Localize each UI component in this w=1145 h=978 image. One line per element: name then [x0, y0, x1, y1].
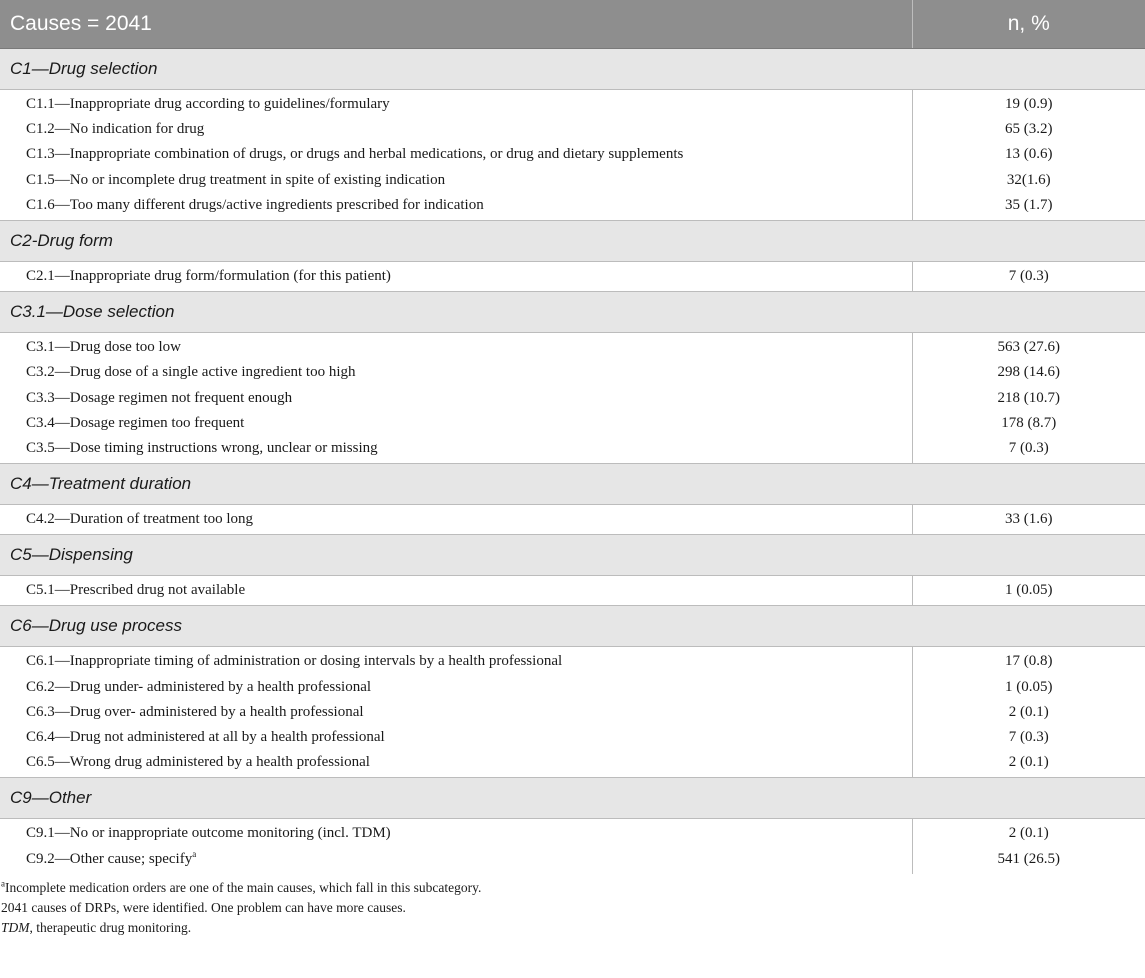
cause-item [26, 507, 912, 532]
cause-value: 35 (1.7) [1005, 196, 1053, 213]
cause-item [26, 335, 912, 360]
category-title: C6—Drug use process [0, 606, 1145, 647]
category-items-row [0, 576, 1145, 606]
category-row [0, 292, 1145, 333]
cause-value: 1 (0.05) [1005, 582, 1053, 599]
category-title: C9—Other [0, 778, 1145, 819]
cause-value: 541 (26.5) [997, 850, 1060, 867]
cause-item [26, 649, 912, 674]
cause-item [26, 847, 912, 872]
cause-text: C1.1—Inappropriate drug according to guidelines/formulary [26, 96, 390, 112]
cause-value: 17 (0.8) [1005, 653, 1053, 670]
cause-text: C1.2—No indication for drug [26, 121, 205, 138]
category-items-row [0, 819, 1145, 874]
value-list [912, 576, 1145, 606]
cause-text: C6.2—Drug under- administered by a health professional [26, 678, 372, 695]
category-title: C3.1—Dose selection [0, 292, 1145, 333]
category-items-row [0, 647, 1145, 778]
cause-value: 298 (14.6) [997, 364, 1060, 381]
footnote-a-mark: a [1, 878, 5, 889]
cause-text: C2.1—Inappropriate drug form/formulation (for this patient) [26, 267, 391, 284]
cause-text: C6.5—Wrong drug administered by a health professional [26, 754, 370, 771]
cause-list [0, 647, 912, 778]
category-title: C1—Drug selection [0, 49, 1145, 90]
cause-item [26, 821, 912, 846]
value-list [912, 505, 1145, 535]
cause-value: 1 (0.05) [1005, 678, 1053, 695]
cause-value: 2 (0.1) [1008, 754, 1049, 771]
category-row [0, 49, 1145, 90]
cause-text: C6.3—Drug over- administered by a health professional [26, 703, 364, 720]
cause-text: C9.1—No or inappropriate outcome monitoring (incl. TDM) [26, 825, 391, 842]
cause-item [26, 168, 912, 193]
cause-item [26, 750, 912, 775]
cause-text: C9.2—Other cause; specify [26, 850, 193, 867]
cause-list [0, 576, 912, 606]
category-title: C4—Treatment duration [0, 464, 1145, 505]
value-list [912, 647, 1145, 778]
cause-value: 65 (3.2) [1005, 121, 1053, 138]
cause-text: C3.5—Dose timing instructions wrong, unclear or missing [26, 439, 378, 456]
cause-text: C5.1—Prescribed drug not available [26, 582, 246, 599]
cause-item [26, 142, 912, 167]
cause-value: 32(1.6) [1006, 171, 1051, 188]
cause-item [26, 675, 912, 700]
value-list [912, 819, 1145, 874]
cause-list [0, 90, 912, 221]
footnote-a: $^a$Incomplete medication orders are one of the main causes, which fall in this subcategory. [1, 878, 482, 895]
cause-item [26, 725, 912, 750]
category-row [0, 606, 1145, 647]
cause-item [26, 578, 912, 603]
category-items-row [0, 261, 1145, 291]
value-list [912, 90, 1145, 221]
cause-item [26, 386, 912, 411]
cause-item [26, 92, 912, 117]
cause-text: C3.3—Dosage regimen not frequent enough [26, 389, 293, 406]
cause-item [26, 411, 912, 436]
cause-text: C1.3—Inappropriate combination of drugs, or drugs and herbal medications, or drug and dietary supplements [26, 146, 684, 163]
category-title: C5—Dispensing [0, 535, 1145, 576]
category-items-row [0, 333, 1145, 464]
cause-text: C6.4—Drug not administered at all by a health professional [26, 729, 385, 745]
cause-value: 563 (27.6) [997, 339, 1060, 356]
header-causes: Causes = 2041 [0, 0, 912, 49]
cause-item [26, 700, 912, 725]
cause-value: 7 (0.3) [1008, 729, 1049, 745]
category-items-row [0, 505, 1145, 535]
table-header-row [0, 0, 1145, 49]
cause-item [26, 117, 912, 142]
cause-value: 13 (0.6) [1005, 146, 1053, 163]
cause-value: 7 (0.3) [1008, 439, 1049, 456]
footnote-total: 2041 causes of DRPs, were identified. One problem can have more causes. [1, 899, 406, 915]
footnotes [0, 878, 1145, 938]
cause-text: C3.4—Dosage regimen too frequent [26, 414, 245, 431]
cause-value: 178 (8.7) [1001, 414, 1057, 431]
cause-value: 218 (10.7) [997, 389, 1060, 406]
cause-value: 2 (0.1) [1008, 825, 1049, 842]
cause-text: C1.6—Too many different drugs/active ingredients prescribed for indication [26, 196, 484, 213]
cause-value: 2 (0.1) [1008, 703, 1049, 720]
category-row [0, 220, 1145, 261]
cause-list [0, 261, 912, 291]
cause-value: 19 (0.9) [1005, 96, 1053, 112]
value-list [912, 261, 1145, 291]
footnote-tdm-abbr: TDM [1, 919, 30, 935]
footnote-tdm [1, 918, 1145, 938]
cause-item [26, 264, 912, 289]
cause-text: C4.2—Duration of treatment too long [26, 511, 254, 528]
cause-list [0, 819, 912, 874]
footnote-marker: a [192, 848, 197, 859]
header-n-percent: n, % [912, 0, 1145, 49]
cause-text: C3.2—Drug dose of a single active ingredient too high [26, 364, 356, 381]
category-title: C2-Drug form [0, 220, 1145, 261]
cause-text: C6.1—Inappropriate timing of administration or dosing intervals by a health professional [26, 653, 563, 670]
cause-item [26, 436, 912, 461]
footnote-tdm-def: , therapeutic drug monitoring. [29, 919, 192, 935]
category-items-row [0, 90, 1145, 221]
cause-item [26, 193, 912, 218]
cause-list [0, 333, 912, 464]
cause-value: 7 (0.3) [1008, 267, 1049, 284]
cause-list [0, 505, 912, 535]
cause-item [26, 360, 912, 385]
category-row [0, 778, 1145, 819]
value-list [912, 333, 1145, 464]
category-row [0, 464, 1145, 505]
cause-value: 33 (1.6) [1005, 511, 1053, 528]
category-row [0, 535, 1145, 576]
cause-text: C1.5—No or incomplete drug treatment in spite of existing indication [26, 171, 446, 188]
cause-text: C3.1—Drug dose too low [26, 339, 181, 356]
